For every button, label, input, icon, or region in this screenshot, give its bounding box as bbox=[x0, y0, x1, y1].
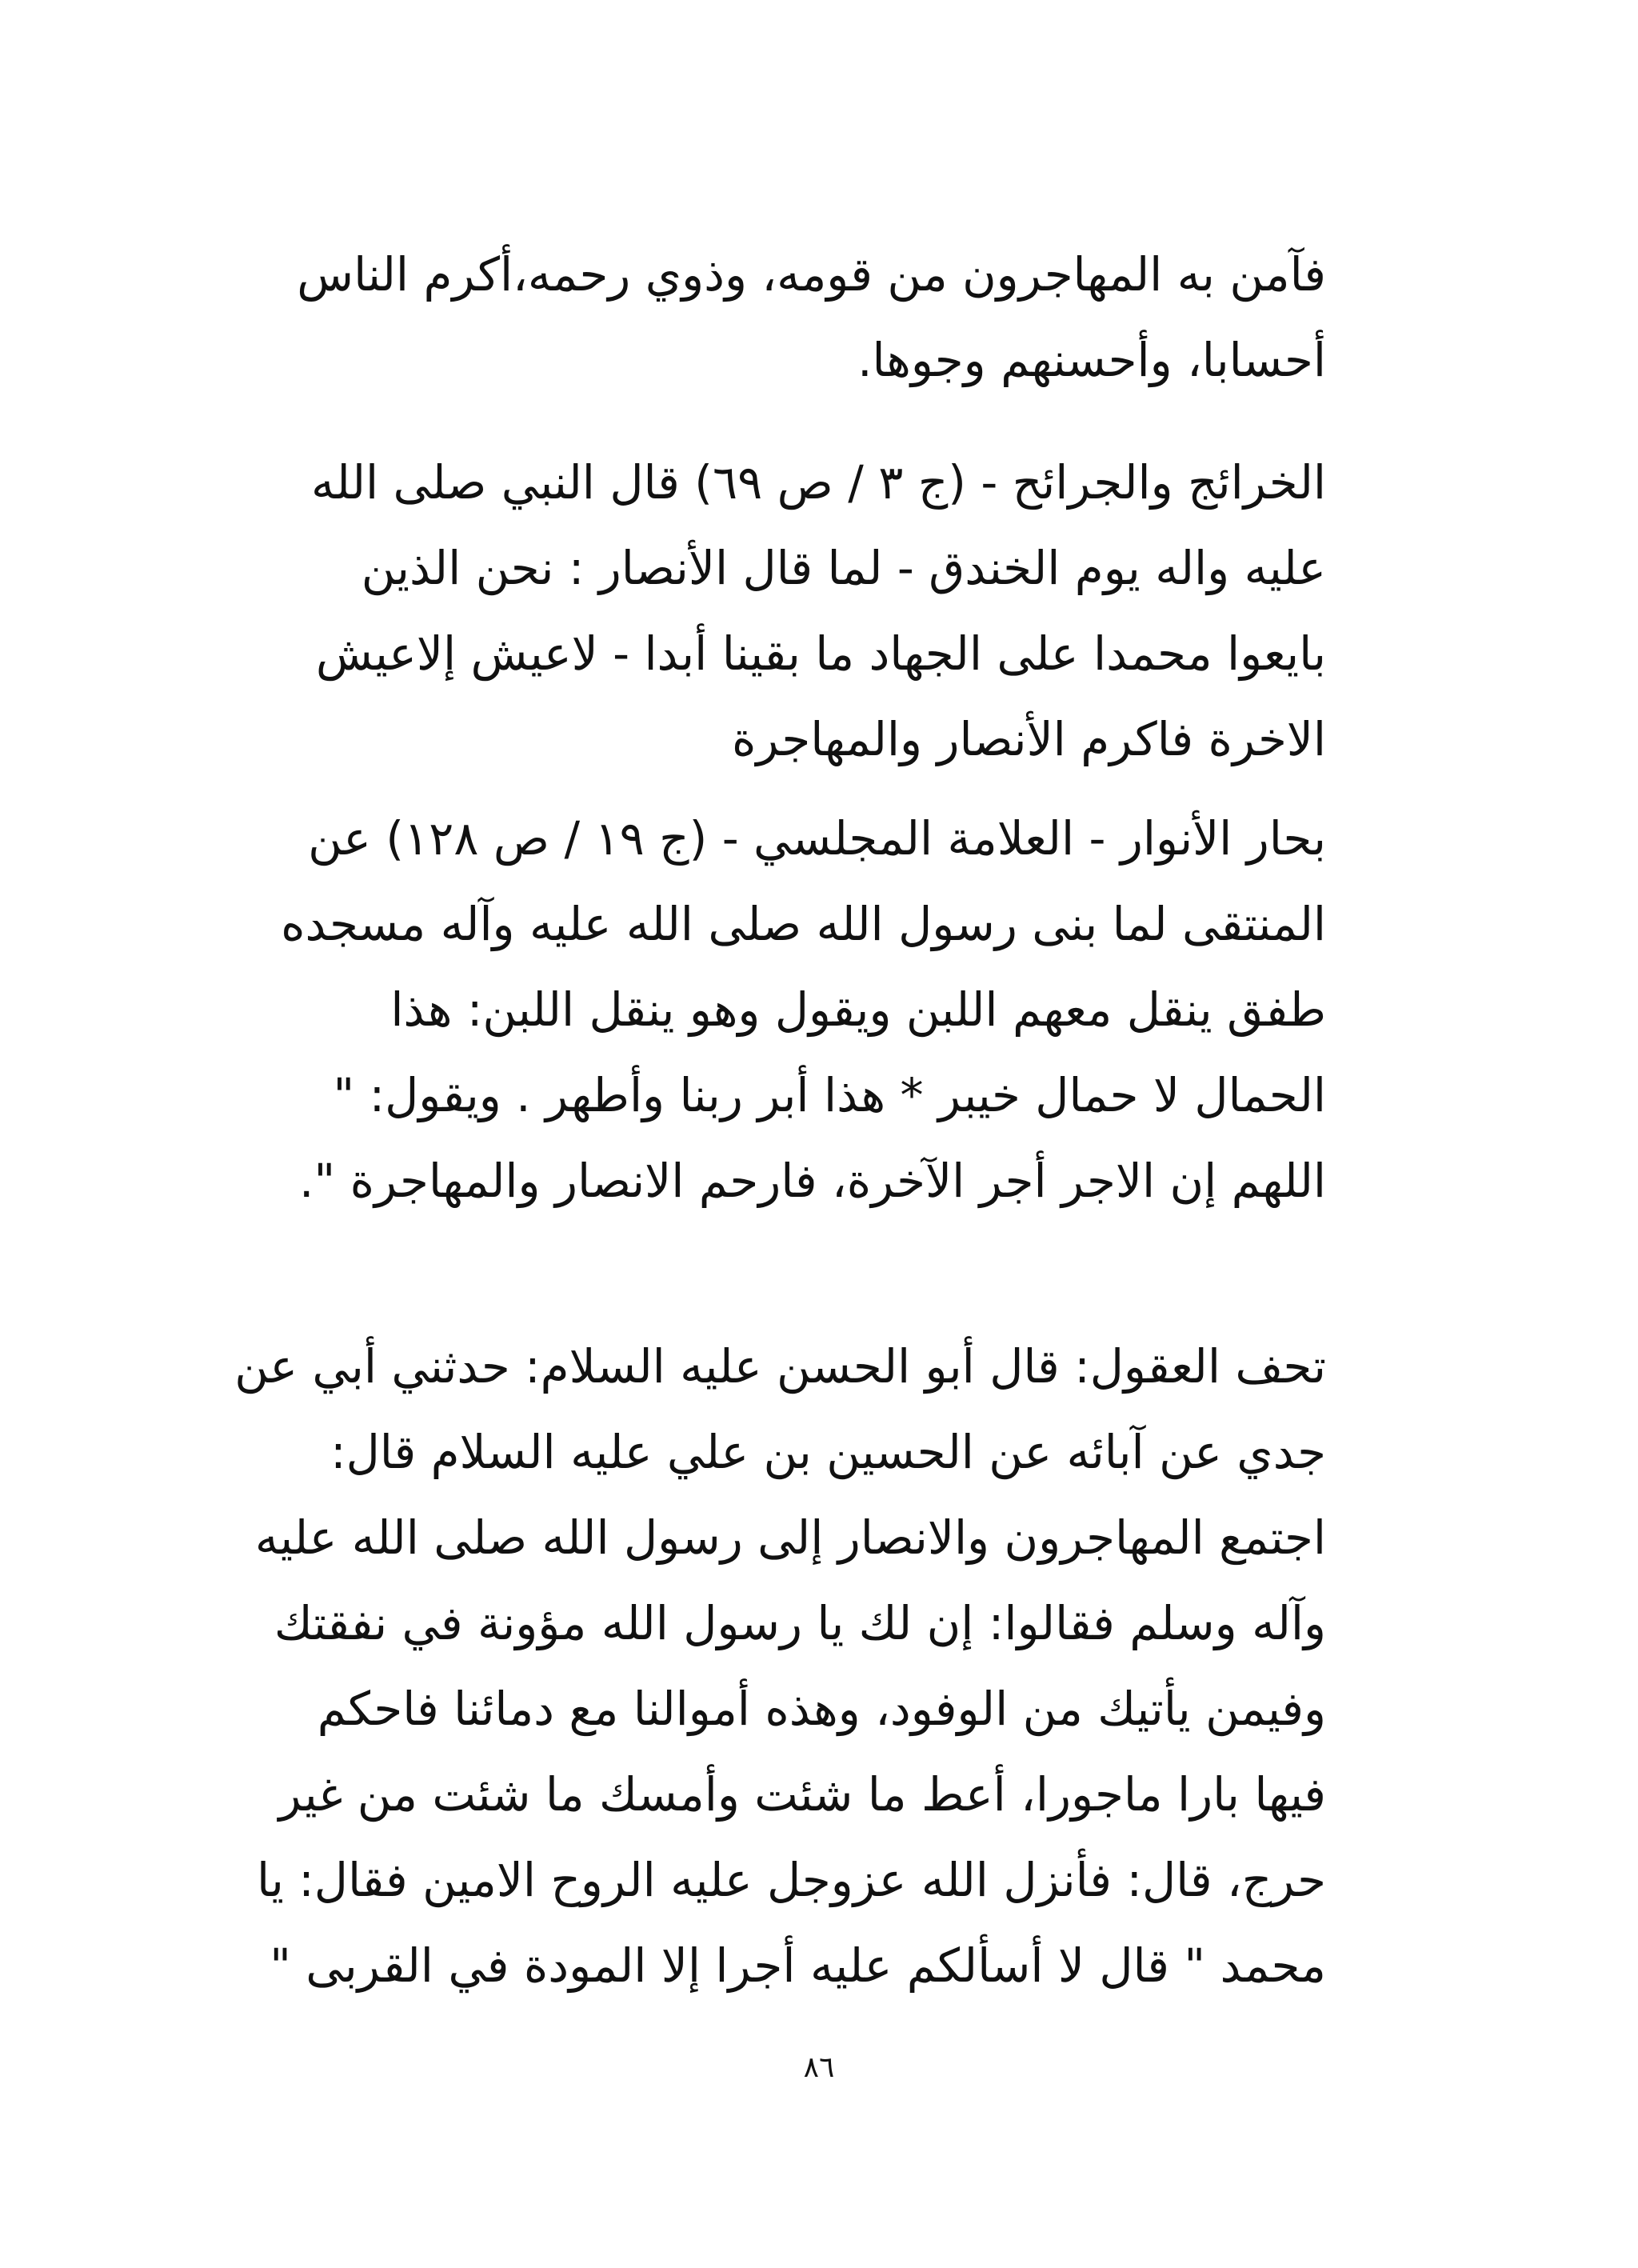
paragraph-line: فآمن به المهاجرون من قومه، وذوي رحمه،أكرم الناس bbox=[297, 247, 1326, 302]
page-number: ٨٦ bbox=[803, 2051, 835, 2084]
paragraph-3 bbox=[281, 796, 1326, 1224]
paragraph-line: وآله وسلم فقالوا: إن لك يا رسول الله مؤونة في نفقتك bbox=[274, 1596, 1326, 1650]
paragraph-line: اللهم إن الاجر أجر الآخرة، فارحم الانصار والمهاجرة ". bbox=[299, 1154, 1326, 1208]
paragraph-line: المنتقى لما بنى رسول الله صلى الله عليه وآله مسجده bbox=[281, 897, 1326, 951]
paragraph-line: عليه واله يوم الخندق - لما قال الأنصار : نحن الذين bbox=[361, 541, 1326, 595]
paragraph-line: الحمال لا حمال خيبر * هذا أبر ربنا وأطهر . ويقول: " bbox=[333, 1068, 1326, 1122]
paragraph-line: محمد " قال لا أسألكم عليه أجرا إلا المودة في القربى " bbox=[270, 1938, 1326, 1993]
paragraph-4 bbox=[234, 1324, 1326, 2009]
paragraph-line: حرج، قال: فأنزل الله عزوجل عليه الروح الامين فقال: يا bbox=[257, 1853, 1326, 1907]
paragraph-2 bbox=[311, 440, 1326, 782]
paragraph-line: طفق ينقل معهم اللبن ويقول وهو ينقل اللبن: هذا bbox=[390, 982, 1326, 1037]
paragraph-line: تحف العقول: قال أبو الحسن عليه السلام: حدثني أبي عن bbox=[234, 1339, 1326, 1394]
paragraph-line: الخرائج والجرائح - (ج ٣ / ص ٦٩) قال النبي صلى الله bbox=[311, 455, 1326, 510]
paragraph-line: اجتمع المهاجرون والانصار إلى رسول الله صلى الله عليه bbox=[254, 1510, 1326, 1565]
paragraph-line: جدي عن آبائه عن الحسين بن علي عليه السلام قال: bbox=[330, 1425, 1326, 1479]
paragraph-line: بحار الأنوار - العلامة المجلسي - (ج ١٩ / ص ١٢٨) عن bbox=[308, 811, 1326, 866]
paragraph-1 bbox=[297, 232, 1326, 403]
paragraph-line: وفيمن يأتيك من الوفود، وهذه أموالنا مع دمائنا فاحكم bbox=[317, 1682, 1326, 1736]
paragraph-line: فيها بارا ماجورا، أعط ما شئت وأمسك ما شئت من غير bbox=[278, 1767, 1326, 1822]
paragraph-line: أحسابا، وأحسنهم وجوها. bbox=[857, 333, 1326, 387]
paragraph-line: بايعوا محمدا على الجهاد ما بقينا أبدا - لاعيش إلاعيش bbox=[315, 626, 1326, 681]
paragraph-line: الاخرة فاكرم الأنصار والمهاجرة bbox=[732, 712, 1326, 766]
